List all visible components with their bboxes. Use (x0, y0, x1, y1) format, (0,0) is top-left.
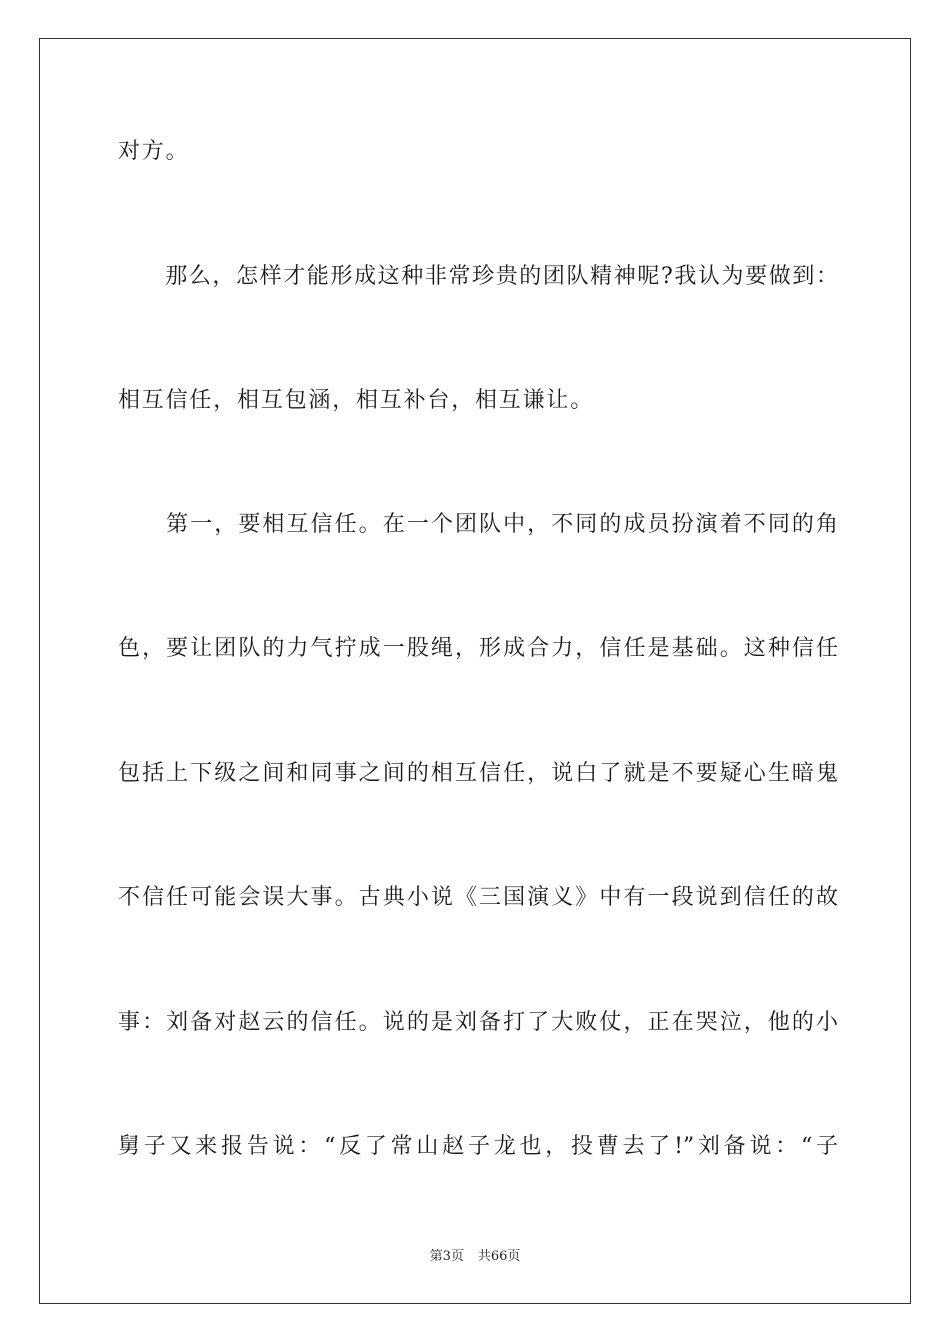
text-line-7: 不信任可能会误大事。古典小说《三国演义》中有一段说到信任的故 (118, 885, 838, 910)
text-line-5: 色，要让团队的力气拧成一股绳，形成合力，信任是基础。这种信任 (118, 636, 838, 661)
text-line-3: 相互信任，相互包涵，相互补台，相互谦让。 (118, 388, 595, 413)
page-border (39, 38, 911, 1304)
text-line-1: 对方。 (118, 139, 190, 164)
page-total: 共66页 (477, 1249, 521, 1264)
text-line-6: 包括上下级之间和同事之间的相互信任，说白了就是不要疑心生暗鬼 (118, 761, 838, 786)
text-line-8: 事：刘备对赵云的信任。说的是刘备打了大败仗，正在哭泣，他的小 (118, 1010, 838, 1035)
text-line-2: 那么，怎样才能形成这种非常珍贵的团队精神呢?我认为要做到： (118, 264, 838, 289)
text-line-4: 第一，要相互信任。在一个团队中，不同的成员扮演着不同的角 (118, 512, 838, 537)
page-footer (0, 1248, 950, 1266)
text-line-9: 舅子又来报告说：“反了常山赵子龙也，投曹去了!”刘备说：“子 (118, 1134, 838, 1159)
page-number: 第3页 (429, 1249, 464, 1264)
